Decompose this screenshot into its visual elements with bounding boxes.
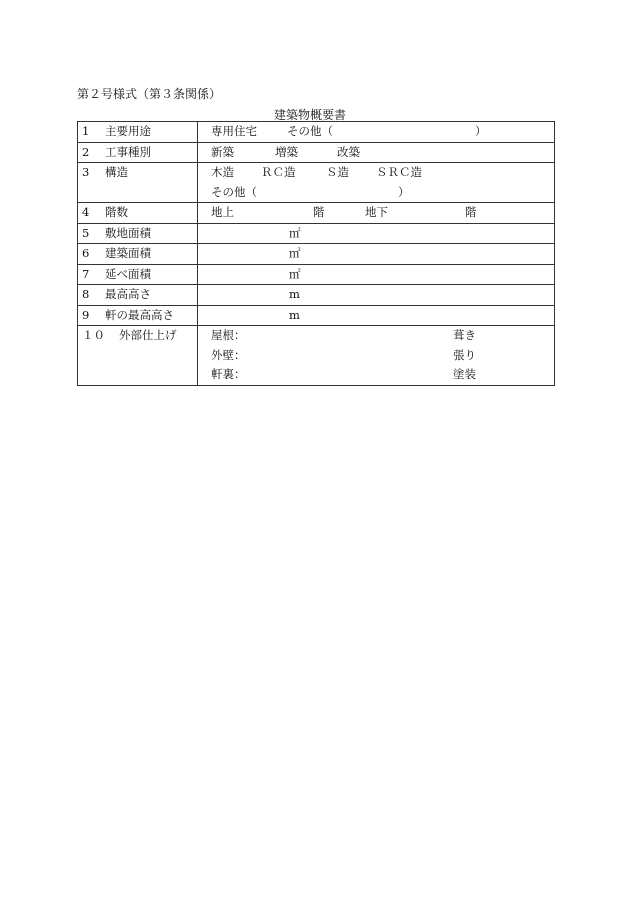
- floor-unit: 階: [465, 205, 477, 219]
- option-exclusive-housing[interactable]: 専用住宅: [211, 124, 257, 138]
- option-new-build[interactable]: 新築: [211, 144, 234, 159]
- unit-label: m: [289, 307, 300, 322]
- row-number: 8: [82, 287, 90, 301]
- row-label: 構造: [105, 165, 128, 179]
- table-row-main-use: [78, 122, 555, 143]
- row-label-cell: [78, 326, 198, 386]
- finish-part-soffit: 軒裏：: [211, 367, 246, 381]
- unit-label: ㎡: [289, 225, 301, 240]
- row-number: １０: [82, 328, 105, 342]
- option-other-open[interactable]: その他（: [211, 184, 257, 199]
- row-value-cell[interactable]: [198, 163, 555, 203]
- option-renovation[interactable]: 改築: [337, 144, 360, 159]
- table-row-structure: [78, 163, 555, 203]
- table-row-building-area: [78, 244, 555, 265]
- option-rc[interactable]: ＲＣ造: [261, 165, 296, 179]
- row-value-cell[interactable]: [198, 285, 555, 306]
- row-label: 延べ面積: [105, 266, 151, 281]
- row-number: 5: [82, 225, 90, 240]
- above-ground-label: 地上: [211, 205, 234, 219]
- row-value-cell[interactable]: [198, 305, 555, 326]
- option-steel[interactable]: Ｓ造: [326, 165, 349, 179]
- row-label: 建築面積: [105, 246, 151, 260]
- row-label-cell: [78, 142, 198, 163]
- row-label-cell: [78, 264, 198, 285]
- row-value-cell[interactable]: [198, 142, 555, 163]
- option-src[interactable]: ＳＲＣ造: [376, 165, 422, 179]
- finish-method-soffit: 塗装: [453, 367, 476, 381]
- unit-label: m: [289, 287, 300, 301]
- option-other-close: ）: [475, 124, 487, 138]
- option-other-open[interactable]: その他（: [287, 124, 333, 138]
- row-number: 2: [82, 144, 90, 159]
- row-value-cell[interactable]: [198, 244, 555, 265]
- row-number: 4: [82, 205, 90, 219]
- option-extension[interactable]: 増築: [275, 144, 298, 159]
- unit-label: ㎡: [289, 266, 301, 281]
- option-wood[interactable]: 木造: [211, 165, 234, 179]
- row-label: 主要用途: [105, 124, 151, 138]
- row-value-cell[interactable]: [198, 264, 555, 285]
- finish-method-roof: 葺き: [453, 328, 476, 342]
- row-label-cell: [78, 285, 198, 306]
- table-row-exterior-finish: [78, 326, 555, 386]
- row-label: 外部仕上げ: [119, 328, 177, 342]
- row-number: 3: [82, 165, 90, 179]
- finish-method-wall: 張り: [453, 347, 476, 362]
- table-row-total-floor-area: [78, 264, 555, 285]
- row-value-cell[interactable]: [198, 223, 555, 244]
- row-label-cell: [78, 305, 198, 326]
- row-number: 7: [82, 266, 90, 281]
- below-ground-label: 地下: [365, 205, 388, 219]
- row-label: 最高高さ: [105, 287, 151, 301]
- document-title: 建築物概要書: [273, 108, 346, 122]
- row-label-cell: [78, 163, 198, 203]
- row-label: 工事種別: [105, 144, 151, 159]
- row-value-cell[interactable]: [198, 203, 555, 224]
- row-label-cell: [78, 203, 198, 224]
- table-row-site-area: [78, 223, 555, 244]
- finish-part-roof: 屋根：: [211, 328, 246, 342]
- table-row-max-eave-height: [78, 305, 555, 326]
- unit-label: ㎡: [289, 246, 301, 260]
- row-label-cell: [78, 122, 198, 143]
- row-label: 階数: [105, 205, 128, 219]
- row-label-cell: [78, 244, 198, 265]
- option-other-close: ）: [398, 184, 410, 199]
- row-number: 9: [82, 307, 90, 322]
- table-row-floors: [78, 203, 555, 224]
- row-value-cell[interactable]: [198, 122, 555, 143]
- row-label-cell: [78, 223, 198, 244]
- form-number: 第２号様式（第３条関係）: [77, 87, 222, 101]
- floor-unit: 階: [313, 205, 325, 219]
- row-label: 軒の最高高さ: [105, 307, 174, 322]
- table-row-max-height: [78, 285, 555, 306]
- row-number: 6: [82, 246, 90, 260]
- building-summary-table: [77, 121, 555, 386]
- finish-part-wall: 外壁：: [211, 347, 246, 362]
- row-number: 1: [82, 124, 90, 138]
- row-value-cell[interactable]: [198, 326, 555, 386]
- row-label: 敷地面積: [105, 225, 151, 240]
- table-row-construction-type: [78, 142, 555, 163]
